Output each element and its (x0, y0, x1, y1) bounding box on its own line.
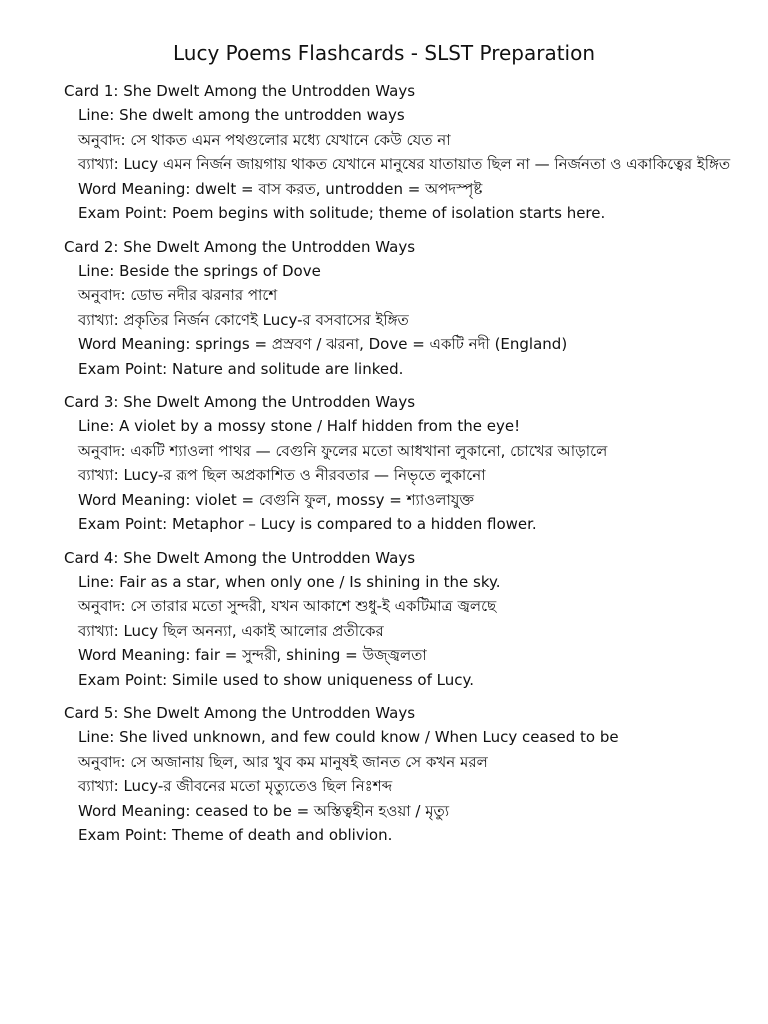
field-text: ceased to be = অস্তিত্বহীন হওয়া / মৃত্যু (195, 801, 450, 820)
card-line (64, 259, 768, 284)
card-line (64, 725, 768, 750)
card-explanation (64, 463, 768, 488)
card-translation (64, 594, 768, 619)
field-text: Nature and solitude are linked. (172, 359, 404, 378)
field-label: ব্যাখ্যা : (78, 466, 123, 484)
field-text: A violet by a mossy stone / Half hidden from the eye! (119, 417, 521, 435)
card-explanation (64, 774, 768, 799)
field-text: springs = প্রস্রবণ / ঝরনা, Dove = একটি নদী (England) (195, 335, 568, 353)
field-label: Line : (78, 106, 119, 124)
field-text: She dwelt among the untrodden ways (119, 106, 405, 124)
card-translation (64, 128, 768, 153)
card-heading: Card 1: She Dwelt Among the Untrodden Ways (64, 82, 416, 100)
field-label: অনুবাদ : (78, 597, 130, 615)
card-word-meaning (64, 488, 768, 513)
card-translation (64, 439, 768, 464)
field-label: Exam Point : (78, 204, 172, 222)
field-label: অনুবাদ : (78, 753, 130, 771)
field-label: Word Meaning : (78, 180, 195, 198)
field-label: Word Meaning : (78, 802, 195, 820)
field-text: সে অজানায় ছিল, আর খুব কম মানুষই জানত সে কখন মরল (130, 752, 488, 771)
field-text: Lucy-র জীবনের মতো মৃত্যুতেও ছিল নিঃশব্দ (123, 777, 393, 795)
field-label: Line : (78, 573, 119, 591)
field-text: একটি শ্যাওলা পাথর — বেগুনি ফুলের মতো আধখানা লুকানো, চোখের আড়ালে (130, 441, 608, 460)
card-heading: Card 5: She Dwelt Among the Untrodden Ways (64, 704, 416, 722)
card-explanation (64, 308, 768, 333)
card-word-meaning (64, 177, 768, 202)
field-label: Exam Point : (78, 671, 172, 689)
card-heading: Card 3: She Dwelt Among the Untrodden Ways (64, 393, 416, 411)
field-text: ডোভ নদীর ঝরনার পাশে (130, 286, 278, 304)
field-text: Theme of death and oblivion. (172, 826, 393, 844)
field-label: অনুবাদ : (78, 442, 130, 460)
card-line (64, 570, 768, 595)
field-text: She lived unknown, and few could know / When Lucy ceased to be (119, 728, 619, 746)
field-label: ব্যাখ্যা : (78, 155, 123, 173)
field-text: Lucy ছিল অনন্যা, একাই আলোর প্রতীকের (123, 621, 384, 640)
field-label: Line : (78, 262, 119, 280)
card-explanation (64, 619, 768, 644)
field-label: Word Meaning : (78, 335, 195, 353)
card-exam-point (64, 668, 768, 693)
flashcard-4 (64, 547, 768, 703)
card-exam-point (64, 823, 768, 848)
field-text: Lucy এমন নির্জন জায়গায় থাকত যেখানে মানুষের যাতায়াত ছিল না — নির্জনতা ও একাকিত্বের ইঙ্গিত (123, 155, 731, 173)
card-line (64, 414, 768, 439)
card-explanation (64, 152, 768, 177)
field-text: Fair as a star, when only one / Is shining in the sky. (119, 572, 501, 591)
field-text: Metaphor – Lucy is compared to a hidden flower. (172, 515, 537, 533)
field-text: প্রকৃতির নির্জন কোণেই Lucy-র বসবাসের ইঙ্গিত (123, 310, 409, 329)
card-translation (64, 283, 768, 308)
flashcard-1 (64, 80, 768, 236)
field-text: Beside the springs of Dove (119, 261, 321, 280)
card-translation (64, 750, 768, 775)
card-line (64, 103, 768, 128)
field-label: Line : (78, 728, 119, 746)
card-exam-point (64, 357, 768, 382)
field-text: সে তারার মতো সুন্দরী, যখন আকাশে শুধু-ই একটিমাত্র জ্বলছে (130, 597, 497, 615)
field-label: অনুবাদ : (78, 131, 130, 149)
field-label: ব্যাখ্যা : (78, 622, 123, 640)
field-label: Exam Point : (78, 826, 172, 844)
card-exam-point (64, 201, 768, 226)
field-label: Exam Point : (78, 360, 172, 378)
card-heading: Card 4: She Dwelt Among the Untrodden Ways (64, 548, 416, 567)
field-label: Line : (78, 417, 119, 435)
flashcard-3 (64, 391, 768, 547)
field-label: Word Meaning : (78, 491, 195, 509)
field-label: ব্যাখ্যা : (78, 311, 123, 329)
field-text: dwelt = বাস করত, untrodden = অপদস্পৃষ্ট (195, 179, 483, 198)
flashcard-5 (64, 702, 768, 858)
field-text: সে থাকত এমন পথগুলোর মধ্যে যেখানে কেউ যেত না (130, 130, 451, 149)
field-label: Exam Point : (78, 515, 172, 533)
field-text: Lucy-র রূপ ছিল অপ্রকাশিত ও নীরবতার — নিভৃতে লুকানো (123, 466, 486, 484)
card-word-meaning (64, 799, 768, 824)
flashcard-list (64, 80, 768, 858)
flashcard-2 (64, 236, 768, 392)
field-label: ব্যাখ্যা : (78, 777, 123, 795)
field-text: violet = বেগুনি ফুল, mossy = শ্যাওলাযুক্ত (195, 490, 475, 509)
field-text: fair = সুন্দরী, shining = উজ্জ্বলতা (195, 646, 427, 664)
field-text: Simile used to show uniqueness of Lucy. (172, 670, 474, 689)
field-text: Poem begins with solitude; theme of isolation starts here. (172, 204, 606, 222)
card-word-meaning (64, 643, 768, 668)
field-label: অনুবাদ : (78, 286, 130, 304)
card-heading: Card 2: She Dwelt Among the Untrodden Ways (64, 237, 416, 256)
page-title: Lucy Poems Flashcards - SLST Preparation (172, 41, 596, 65)
field-label: Word Meaning : (78, 646, 195, 664)
card-word-meaning (64, 332, 768, 357)
card-exam-point (64, 512, 768, 537)
